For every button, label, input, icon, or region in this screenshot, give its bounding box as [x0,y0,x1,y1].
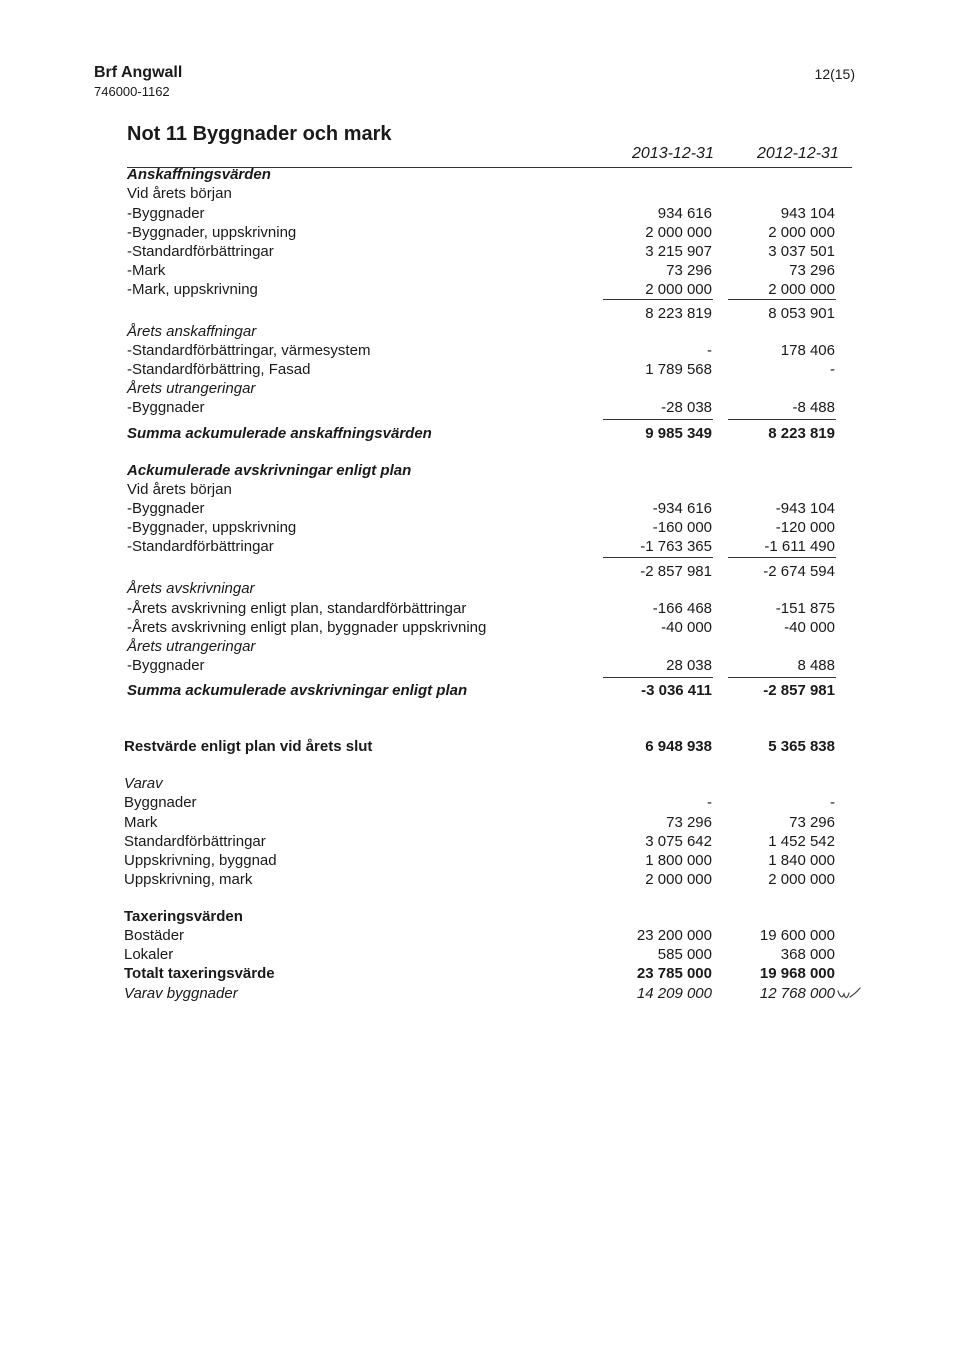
anskaffning-total-label: Summa ackumulerade anskaffningsvärden [127,425,432,442]
total-divider [603,677,713,678]
subtotal-divider [603,557,713,558]
value-2012: 1 840 000 [768,852,835,869]
value-2013: 23 200 000 [636,927,712,944]
subtotal-2013: -2 857 981 [640,563,712,580]
table-row [0,656,960,675]
table-row [0,242,960,261]
total-divider [728,677,836,678]
value-2013: 2 000 000 [645,224,712,241]
value-2013: 73 296 [666,262,712,279]
subtotal-divider [728,557,836,558]
total-2013: 9 985 349 [645,425,712,442]
subheading-row [0,480,960,499]
avskrivning-total-label: Summa ackumulerade avskrivningar enligt plan [127,682,468,699]
table-row [0,499,960,518]
row-label: Mark [124,814,158,831]
signature-scribble [836,985,862,1003]
table-row [0,618,960,637]
value-2012: 73 296 [789,262,835,279]
subheading-row [0,184,960,203]
row-label: -Årets avskrivning enligt plan, standardförbättringar [127,600,467,617]
value-2013: 2 000 000 [645,281,712,298]
row-label: -Årets avskrivning enligt plan, byggnader uppskrivning [127,619,487,636]
note-title: Not 11 Byggnader och mark [127,123,392,145]
table-row [0,599,960,618]
arets-utrangeringar-heading: Årets utrangeringar [127,380,256,397]
table-row [0,926,960,945]
total-2012: 19 968 000 [759,965,835,982]
table-row [0,223,960,242]
row-label: Uppskrivning, byggnad [124,852,277,869]
value-2012: 178 406 [780,342,835,359]
value-2012: 2 000 000 [768,224,835,241]
subheading-row [0,579,960,598]
subtotal-2012: -2 674 594 [763,563,835,580]
row-label: -Mark [127,262,166,279]
value-2012: 73 296 [789,814,835,831]
value-2012: 12 768 000 [759,985,835,1002]
column-year-2013: 2013-12-31 [632,145,714,162]
page-number: 12(15) [814,66,855,82]
value-2012: 2 000 000 [768,281,835,298]
total-divider [728,419,836,420]
table-row [0,945,960,964]
avskrivning-start-label: Vid årets början [127,481,232,498]
row-label: Standardförbättringar [124,833,266,850]
value-2012: - [830,794,835,811]
row-label: -Standardförbättringar [127,538,274,555]
row-label: -Standardförbättringar, värmesystem [127,342,371,359]
table-row [0,280,960,299]
value-2012: 943 104 [780,205,835,222]
subtotal-row [0,304,960,323]
subtotal-divider [603,299,713,300]
value-2012: - [830,361,835,378]
row-label: -Standardförbättringar [127,243,274,260]
row-label: Varav byggnader [124,985,238,1002]
subheading-row [0,379,960,398]
value-2012: -151 875 [775,600,835,617]
restvarde-2012: 5 365 838 [768,738,835,755]
taxering-heading: Taxeringsvärden [124,908,243,925]
subtotal-2013: 8 223 819 [645,305,712,322]
total-2013: -3 036 411 [641,682,712,699]
value-2012: 368 000 [780,946,835,963]
value-2013: 934 616 [657,205,712,222]
total-2013: 23 785 000 [636,965,712,982]
value-2013: -40 000 [661,619,712,636]
value-2013: -28 038 [661,399,712,416]
table-row [0,398,960,417]
subtotal-2012: 8 053 901 [768,305,835,322]
value-2013: -160 000 [652,519,712,536]
column-header-row [0,144,960,163]
row-label: Bostäder [124,927,185,944]
value-2013: 1 789 568 [645,361,712,378]
restvarde-2013: 6 948 938 [645,738,712,755]
table-row [0,341,960,360]
value-2012: 2 000 000 [768,871,835,888]
section-heading [0,461,960,480]
subheading-row [0,774,960,793]
row-label: -Mark, uppskrivning [127,281,258,298]
total-row [0,681,960,700]
value-2013: 3 075 642 [645,833,712,850]
table-row [0,518,960,537]
value-2012: -943 104 [775,500,835,517]
varav-heading: Varav [124,775,163,792]
value-2013: 585 000 [657,946,712,963]
section-heading [0,165,960,184]
value-2013: 14 209 000 [636,985,712,1002]
table-row [0,204,960,223]
total-2012: 8 223 819 [768,425,835,442]
total-row [0,964,960,983]
value-2013: -166 468 [652,600,712,617]
restvarde-row [0,737,960,756]
row-label: -Byggnader [127,500,205,517]
value-2012: 19 600 000 [759,927,835,944]
row-label: -Byggnader, uppskrivning [127,519,297,536]
table-row [0,984,960,1003]
row-label: Uppskrivning, mark [124,871,253,888]
table-row [0,537,960,556]
value-2012: -8 488 [792,399,835,416]
value-2013: 28 038 [666,657,712,674]
table-row [0,870,960,889]
value-2013: -934 616 [652,500,712,517]
row-label: -Byggnader [127,205,205,222]
subheading-row [0,637,960,656]
subtotal-divider [728,299,836,300]
value-2013: - [707,794,712,811]
row-label: -Byggnader, uppskrivning [127,224,297,241]
taxering-total-label: Totalt taxeringsvärde [124,965,275,982]
restvarde-label: Restvärde enligt plan vid årets slut [124,738,373,755]
row-label: -Standardförbättring, Fasad [127,361,311,378]
subheading-row [0,322,960,341]
arets-anskaffningar-heading: Årets anskaffningar [127,323,257,340]
arets-avskrivningar-heading: Årets avskrivningar [127,580,255,597]
total-row [0,424,960,443]
table-row [0,360,960,379]
row-label: -Byggnader [127,657,205,674]
value-2013: - [707,342,712,359]
value-2013: -1 763 365 [640,538,712,555]
column-year-2012: 2012-12-31 [757,145,839,162]
value-2013: 3 215 907 [645,243,712,260]
value-2013: 1 800 000 [645,852,712,869]
value-2012: -1 611 490 [764,538,835,555]
value-2012: 8 488 [797,657,835,674]
arets-utrangeringar-heading: Årets utrangeringar [127,638,256,655]
value-2012: 1 452 542 [768,833,835,850]
section-heading [0,907,960,926]
table-row [0,832,960,851]
table-row [0,851,960,870]
value-2012: 3 037 501 [768,243,835,260]
table-row [0,261,960,280]
org-number: 746000-1162 [94,84,170,99]
anskaffning-start-label: Vid årets början [127,185,232,202]
row-label: -Byggnader [127,399,205,416]
anskaffning-heading: Anskaffningsvärden [127,166,271,183]
row-label: Byggnader [124,794,197,811]
value-2012: -40 000 [784,619,835,636]
avskrivning-heading: Ackumulerade avskrivningar enligt plan [127,462,412,479]
table-row [0,793,960,812]
total-2012: -2 857 981 [763,682,835,699]
value-2013: 73 296 [666,814,712,831]
row-label: Lokaler [124,946,174,963]
company-name: Brf Angwall [94,64,183,81]
value-2013: 2 000 000 [645,871,712,888]
total-divider [603,419,713,420]
value-2012: -120 000 [775,519,835,536]
table-row [0,813,960,832]
